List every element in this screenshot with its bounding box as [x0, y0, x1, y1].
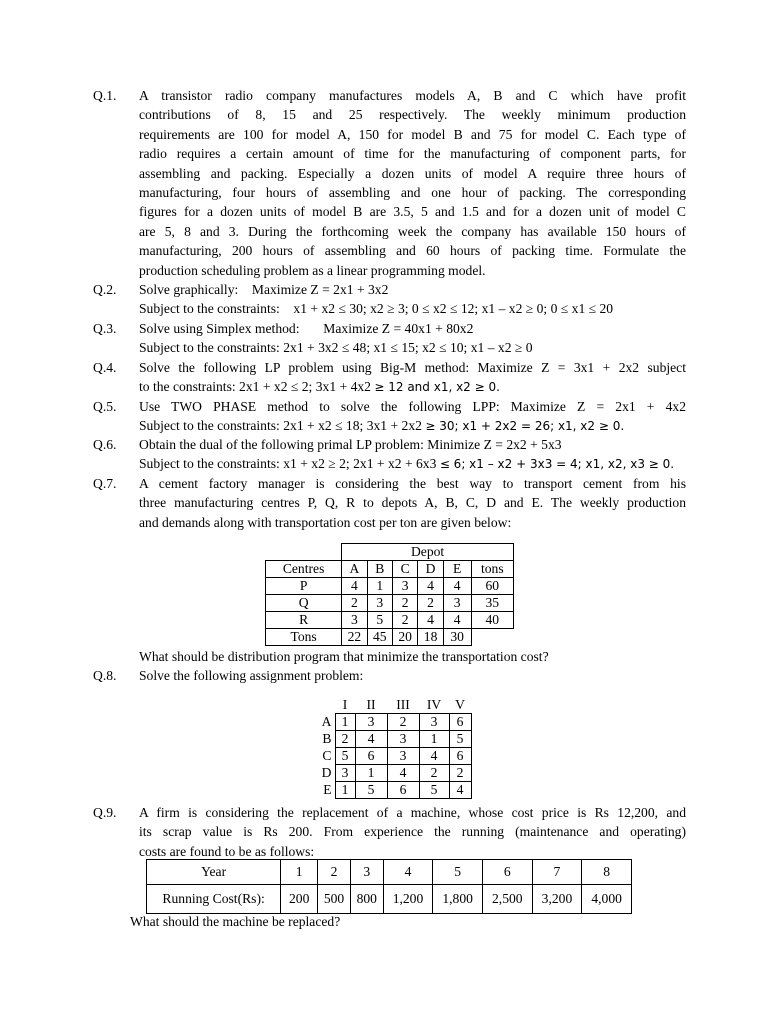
text-line: Subject to the constraints: x1 + x2 ≤ 30; x2 ≥ 3; 0 ≤ x2 ≤ 12; x1 – x2 ≥ 0; 0 ≤ x1 ≤ 20: [139, 301, 614, 317]
table-row: [147, 885, 632, 914]
row-label: C: [322, 748, 332, 763]
table-header-row: [313, 697, 471, 714]
table-cell: 4: [419, 748, 449, 765]
table-header-cell: 7: [532, 860, 582, 885]
table-cell: 1,800: [433, 885, 483, 914]
table-cell: 6: [449, 714, 471, 731]
table-cell: R: [266, 612, 342, 629]
text-line: Subject to the constraints: x1 + x2 ≥ 2; 2x1 + x2 + 6x3 ≤ 6; x1 – x2 + 3x3 = 4; x1, x2, x3 ≥ 0.: [139, 456, 675, 472]
table-row: [266, 595, 514, 612]
table-header-cell: III: [396, 697, 410, 712]
row-label: A: [321, 714, 332, 729]
q7-question: What should be distribution program that minimize the transportation cost?: [139, 649, 549, 664]
table-cell: 500: [318, 885, 351, 914]
table-cell: 2: [335, 731, 355, 748]
table-cell: 18: [418, 629, 443, 646]
text-line: A cement factory manager is considering the best way to transport cement from his: [139, 476, 686, 491]
table-cell: Running Cost(Rs):: [147, 885, 281, 914]
question-number: Q.7.: [93, 476, 117, 491]
assignment-table: [313, 697, 472, 799]
table-cell: 200: [281, 885, 318, 914]
table-row: [266, 612, 514, 629]
table-header-cell: II: [366, 697, 376, 712]
table-header-cell: 1: [281, 860, 318, 885]
table-cell: 1: [419, 731, 449, 748]
table-header-row: [147, 860, 632, 885]
q9-question: What should the machine be replaced?: [130, 914, 341, 929]
table-cell: 5: [419, 782, 449, 799]
text-line: assembling and packing. Especially a dozen units of model A require three hours of: [139, 165, 686, 181]
table-cell: Tons: [266, 629, 342, 646]
text-line: Use TWO PHASE method to solve the following LPP: Maximize Z = 2x1 + 4x2: [139, 399, 686, 414]
question-number: Q.4.: [93, 360, 117, 375]
table-cell: 2: [387, 714, 419, 731]
table-cell: 3: [335, 765, 355, 782]
table-cell: 5: [355, 782, 387, 799]
transportation-table: [265, 543, 514, 646]
text-line: manufacturing, four hours of assembling and one hour of packing. The corresponding: [139, 185, 686, 201]
question-text: [139, 397, 686, 437]
text-line: three manufacturing centres P, Q, R to depots A, B, C, D and E. The weekly production: [139, 495, 686, 511]
text-line: Obtain the dual of the following primal LP problem: Minimize Z = 2x2 + 5x3: [139, 437, 562, 452]
table-cell: 2: [392, 612, 417, 629]
text-line: Solve using Simplex method: Maximize Z = 40x1 + 80x2: [139, 321, 474, 336]
table-row: [313, 714, 471, 731]
table-header-cell: 2: [318, 860, 351, 885]
text-line: figures for a dozen units of model B are 3.5, 5 and 1.5 and for a dozen unit of model C: [139, 204, 686, 220]
table-cell: 3: [387, 731, 419, 748]
text-line: A transistor radio company manufactures models A, B and C which have profit: [139, 88, 686, 103]
table-cell: 3,200: [532, 885, 582, 914]
table-cell: Q: [266, 595, 342, 612]
table-header-cell: D: [418, 561, 443, 578]
table-cell: 4: [449, 782, 471, 799]
table-row: [313, 765, 471, 782]
question-text: [139, 319, 686, 358]
table-cell: 6: [387, 782, 419, 799]
table-cell: 40: [471, 612, 513, 629]
table-cell: 3: [419, 714, 449, 731]
table-cell: 1: [335, 782, 355, 799]
table-cell: 4: [342, 578, 367, 595]
table-header-cell: 8: [582, 860, 632, 885]
table-header-cell: 5: [433, 860, 483, 885]
table-cell: 4: [443, 612, 471, 629]
table-cell: 5: [367, 612, 392, 629]
table-cell: 2: [342, 595, 367, 612]
table-header-cell: B: [367, 561, 392, 578]
table-cell: 3: [355, 714, 387, 731]
table-cell: 6: [355, 748, 387, 765]
text-line: Solve the following assignment problem:: [139, 668, 364, 683]
table-row: [313, 731, 471, 748]
question-text: [139, 358, 686, 398]
text-line: Subject to the constraints: 2x1 + x2 ≤ 18; 3x1 + 2x2 ≥ 30; x1 + 2x2 = 26; x1, x2 ≥ 0.: [139, 418, 625, 434]
table-header-cell: tons: [471, 561, 513, 578]
table-row: [313, 782, 471, 799]
table-cell: 3: [342, 612, 367, 629]
table-cell: 3: [367, 595, 392, 612]
table-header-row: [266, 561, 514, 578]
text-line: requirements are 100 for model A, 150 for model B and 75 for model C. Each type of: [139, 126, 686, 142]
text-line: to the constraints: 2x1 + x2 ≤ 2; 3x1 + 4x2 ≥ 12 and x1, x2 ≥ 0.: [139, 379, 500, 395]
question-number: Q.8.: [93, 668, 117, 683]
text-line: radio requires a certain amount of time for the manufacturing of component parts, for: [139, 146, 686, 162]
text-line: contributions of 8, 15 and 25 respectively. The weekly minimum production: [139, 107, 686, 123]
text-line: production scheduling problem as a linear programming model.: [139, 262, 486, 278]
table-cell: 6: [449, 748, 471, 765]
question-number: Q.5.: [93, 399, 117, 414]
table-cell: P: [266, 578, 342, 595]
table-cell: 22: [342, 629, 367, 646]
table-cell: 5: [449, 731, 471, 748]
table-cell: 4,000: [582, 885, 632, 914]
table-cell: 1: [335, 714, 355, 731]
question-text: [139, 474, 686, 532]
question-text: [139, 666, 686, 685]
table-cell: 2: [419, 765, 449, 782]
table-cell: 2,500: [482, 885, 532, 914]
table-cell: [471, 629, 513, 646]
table-cell: 4: [387, 765, 419, 782]
table-cell: 45: [367, 629, 392, 646]
question-number: Q.9.: [93, 805, 117, 820]
table-cell: 35: [471, 595, 513, 612]
table-cell: 4: [355, 731, 387, 748]
text-line: A firm is considering the replacement of a machine, whose cost price is Rs 12,200, and: [139, 805, 686, 820]
text-line: and demands along with transportation cost per ton are given below:: [139, 514, 512, 530]
table-header-cell: A: [342, 561, 367, 578]
table-header-cell: Centres: [266, 561, 342, 578]
table-cell: 800: [350, 885, 383, 914]
table-cell: 5: [335, 748, 355, 765]
table-cell: 4: [418, 612, 443, 629]
question-text: [139, 86, 686, 280]
table-header-cell: 3: [350, 860, 383, 885]
row-label: B: [322, 731, 332, 746]
text-line: manufacturing, 200 hours of assembling and 60 hours of packing time. Formulate the: [139, 243, 686, 259]
question-text: [139, 280, 686, 319]
table-header-cell: 6: [482, 860, 532, 885]
question-number: Q.3.: [93, 321, 117, 336]
text-line: Solve graphically: Maximize Z = 2x1 + 3x2: [139, 282, 389, 297]
question-text: [139, 803, 686, 861]
table-header-cell: C: [392, 561, 417, 578]
table-cell: 3: [392, 578, 417, 595]
table-cell: 4: [443, 578, 471, 595]
table-header-cell: 4: [383, 860, 433, 885]
table-cell: 2: [392, 595, 417, 612]
table-header-cell: I: [342, 697, 348, 712]
question-number: Q.1.: [93, 88, 117, 103]
table-cell: 3: [387, 748, 419, 765]
table-cell: 1,200: [383, 885, 433, 914]
table-cell: 60: [471, 578, 513, 595]
table-header-cell: IV: [426, 697, 442, 712]
row-label: D: [321, 765, 332, 780]
table-cell: 20: [392, 629, 417, 646]
table-cell: 2: [418, 595, 443, 612]
table-cell: 1: [355, 765, 387, 782]
row-label: E: [323, 782, 332, 797]
question-number: Q.2.: [93, 282, 117, 297]
table-row: [313, 748, 471, 765]
table-header-cell: Year: [147, 860, 281, 885]
question-number: Q.6.: [93, 437, 117, 452]
question-text: [139, 435, 686, 475]
table-cell: 2: [449, 765, 471, 782]
text-line: its scrap value is Rs 200. From experience the running (maintenance and operating): [139, 824, 686, 840]
table-row: [266, 578, 514, 595]
table-cell: 30: [443, 629, 471, 646]
table-footer-row: [266, 629, 514, 646]
text-line: Solve the following LP problem using Big-M method: Maximize Z = 3x1 + 2x2 subject: [139, 360, 686, 375]
text-line: are 5, 8 and 3. During the forthcoming week the company has available 150 hours of: [139, 223, 686, 239]
table-cell: 3: [443, 595, 471, 612]
text-line: Subject to the constraints: 2x1 + 3x2 ≤ 48; x1 ≤ 15; x2 ≤ 10; x1 – x2 ≥ 0: [139, 340, 533, 356]
table-cell: 1: [367, 578, 392, 595]
table-header-cell: V: [455, 697, 465, 712]
depot-header: Depot: [342, 544, 514, 561]
table-cell: 4: [418, 578, 443, 595]
text-line: costs are found to be as follows:: [139, 843, 315, 859]
table-header-cell: E: [443, 561, 471, 578]
running-cost-table: [146, 859, 632, 914]
